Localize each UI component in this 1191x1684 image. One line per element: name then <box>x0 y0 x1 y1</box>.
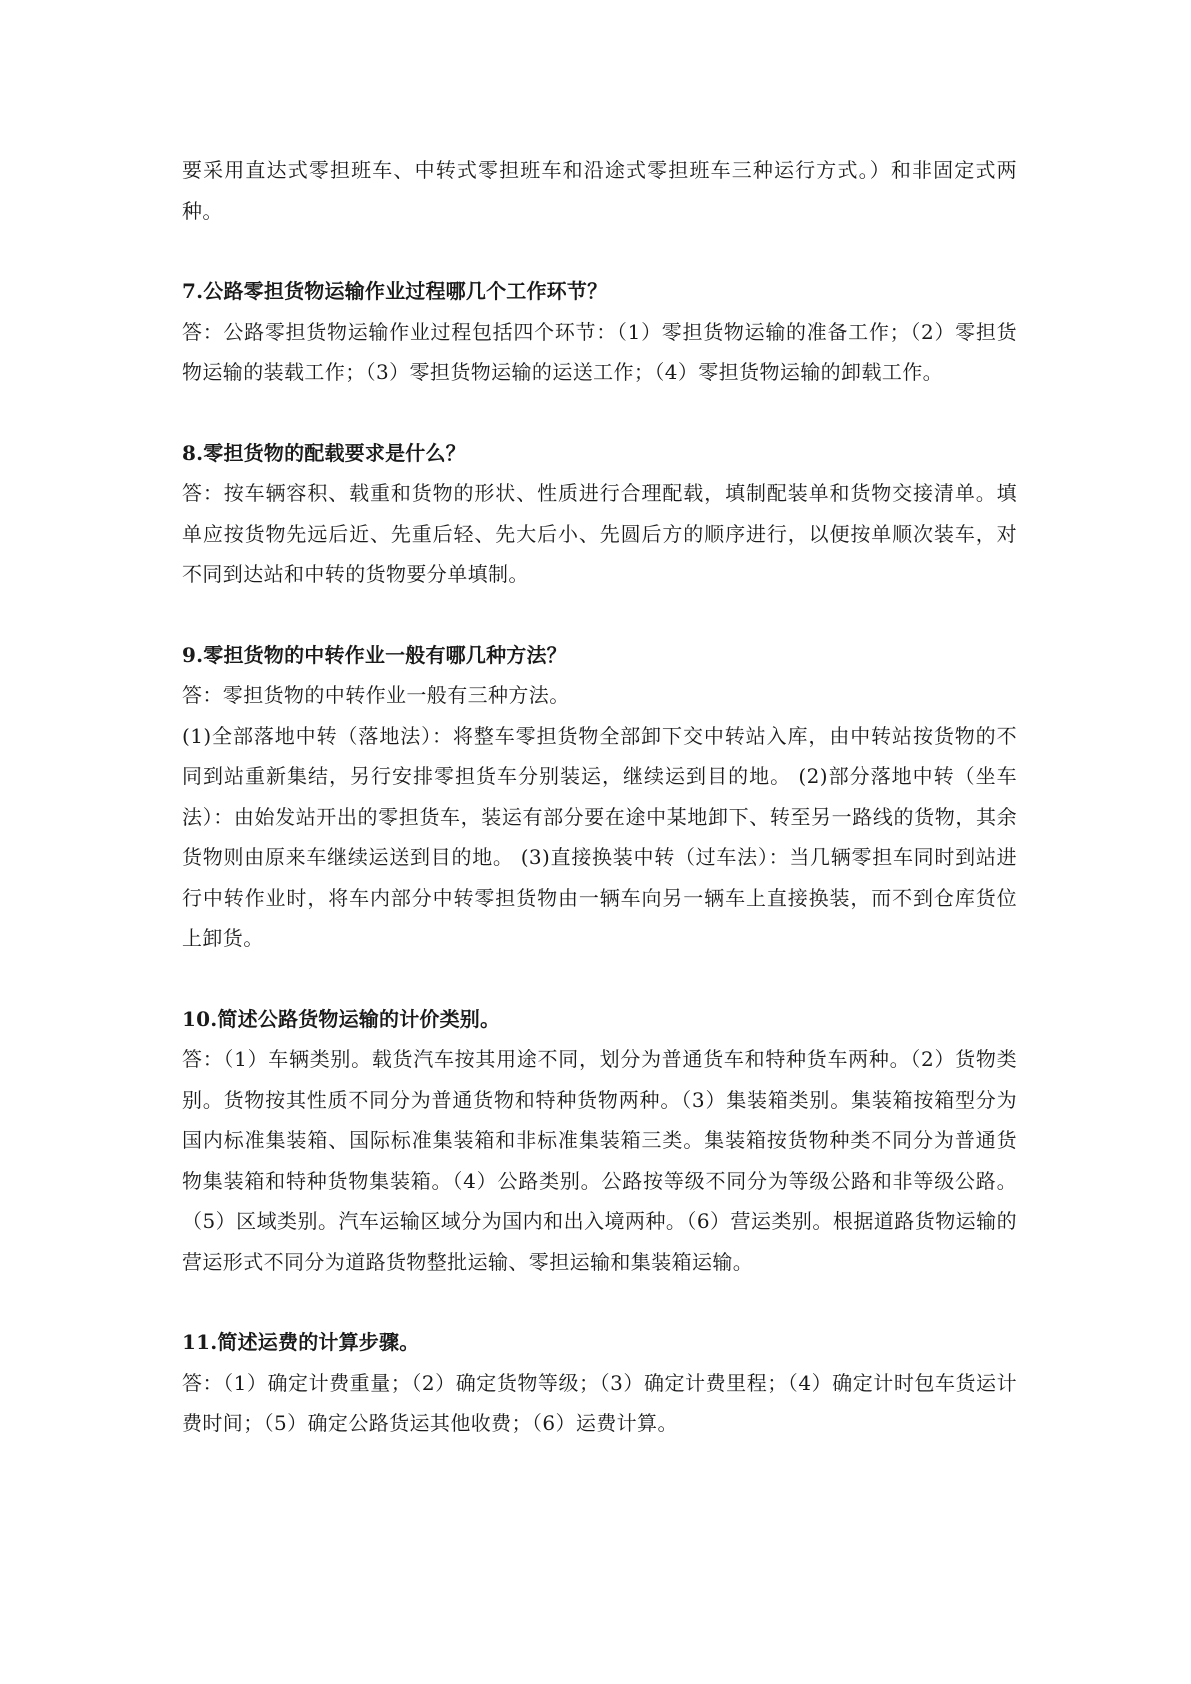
question-8 <box>182 433 1017 595</box>
answer-detail: (1)全部落地中转（落地法）：将整车零担货物全部卸下交中转站入库，由中转站按货物的不同到站重新集结，另行安排零担货车分别装运，继续运到目的地。 (2)部分落地中转（坐车法）：由始发站开出的零担货车，装运有部分要在途中某地卸下、转至另一路线的货物，其余货物则由原来车继续运送到目的地。 (3)直接换装中转（过车法）：当几辆零担车同时到站进行中转作业时，将车内部分中转零担货物由一辆车向另一辆车上直接换装，而不到仓库货位上卸货。 <box>182 723 1017 950</box>
answer-text: 答：按车辆容积、载重和货物的形状、性质进行合理配载，填制配装单和货物交接清单。填单应按货物先远后近、先重后轻、先大后小、先圆后方的顺序进行，以便按单顺次装车，对不同到达站和中转的货物要分单填制。 <box>182 481 1017 586</box>
question-title: 10.简述公路货物运输的计价类别。 <box>182 1006 501 1031</box>
answer-text: 答：零担货物的中转作业一般有三种方法。 <box>182 683 570 707</box>
question-10 <box>182 999 1017 1283</box>
question-title: 7.公路零担货物运输作业过程哪几个工作环节？ <box>182 279 608 303</box>
question-7 <box>182 271 1017 393</box>
question-title: 9.零担货物的中转作业一般有哪几种方法？ <box>182 642 567 667</box>
answer-text: 答：公路零担货物运输作业过程包括四个环节：（1）零担货物运输的准备工作；（2）零担货物运输的装载工作；（3）零担货物运输的运送工作；（4）零担货物运输的卸载工作。 <box>182 319 1017 384</box>
question-9 <box>182 635 1017 959</box>
intro-paragraph: 要采用直达式零担班车、中转式零担班车和沿途式零担班车三种运行方式。）和非固定式两种。 <box>182 158 1017 223</box>
question-11 <box>182 1322 1017 1444</box>
document-page <box>182 150 1017 1444</box>
answer-text: 答：（1）确定计费重量；（2）确定货物等级；（3）确定计费里程；（4）确定计时包车货运计费时间；（5）确定公路货运其他收费；（6）运费计算。 <box>182 1370 1017 1435</box>
answer-text: 答：（1）车辆类别。载货汽车按其用途不同，划分为普通货车和特种货车两种。（2）货物类别。货物按其性质不同分为普通货物和特种货物两种。（3）集装箱类别。集装箱按箱型分为国内标准集装箱、国际标准集装箱和非标准集装箱三类。集装箱按货物种类不同分为普通货物集装箱和特种货物集装箱。（4）公路类别。公路按等级不同分为等级公路和非等级公路。（5）区域类别。汽车运输区域分为国内和出入境两种。（6）营运类别。根据道路货物运输的营运形式不同分为道路货物整批运输、零担运输和集装箱运输。 <box>182 1047 1017 1274</box>
question-title: 8.零担货物的配载要求是什么？ <box>182 440 466 465</box>
question-title: 11.简述运费的计算步骤。 <box>182 1330 420 1354</box>
